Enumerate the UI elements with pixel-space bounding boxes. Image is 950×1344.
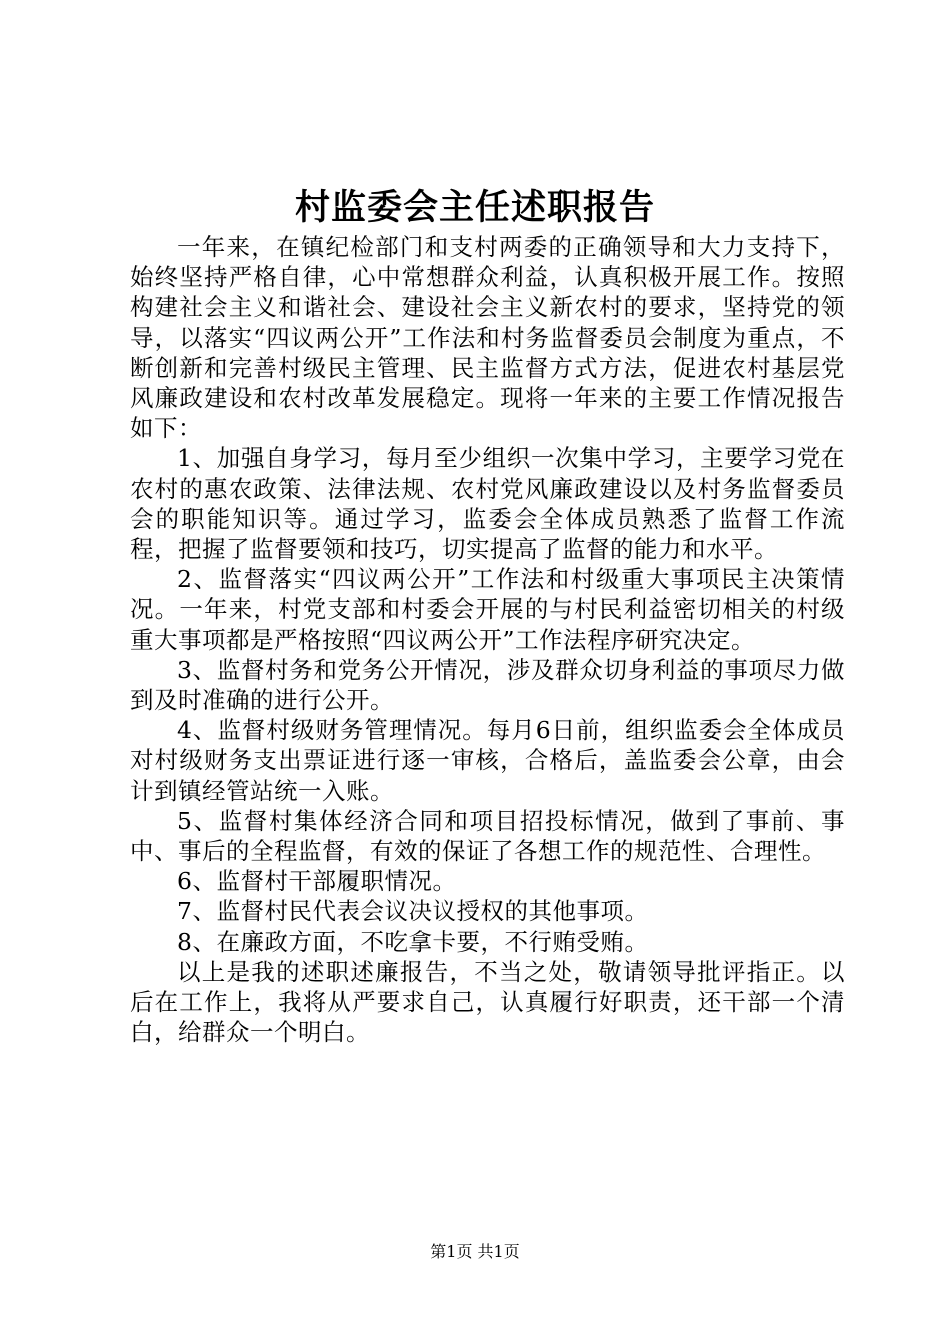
document-title: 村监委会主任述职报告	[294, 187, 655, 228]
paragraph-item-5: 5、监督村集体经济合同和项目招投标情况，做到了事前、事中、事后的全程监督，有效的保证了各想工作的规范性、合理性。	[130, 806, 845, 866]
document-body	[130, 232, 845, 1047]
paragraph-item-3: 3、监督村务和党务公开情况，涉及群众切身利益的事项尽力做到及时准确的进行公开。	[130, 655, 845, 715]
paragraph-item-8: 8、在廉政方面，不吃拿卡要，不行贿受贿。	[177, 927, 649, 956]
paragraph-intro: 一年来，在镇纪检部门和支村两委的正确领导和大力支持下，始终坚持严格自律，心中常想群众利益，认真积极开展工作。按照构建社会主义和谐社会、建设社会主义新农村的要求，坚持党的领导，以落实“四议两公开”工作法和村务监督委员会制度为重点，不断创新和完善村级民主管理、民主监督方式方法，促进农村基层党风廉政建设和农村改革发展稳定。现将一年来的主要工作情况报告如下：	[130, 233, 845, 443]
paragraph-item-6: 6、监督村干部履职情况。	[177, 867, 457, 896]
page-footer: 第1页 共1页	[430, 1242, 520, 1261]
paragraph-item-2: 2、监督落实“四议两公开”工作法和村级重大事项民主决策情况。一年来，村党支部和村委会开展的与村民利益密切相关的村级重大事项都是严格按照“四议两公开”工作法程序研究决定。	[130, 565, 845, 654]
paragraph-item-4: 4、监督村级财务管理情况。每月6日前，组织监委会全体成员对村级财务支出票证进行逐一审核，合格后，盖监委会公章，由会计到镇经管站统一入账。	[130, 716, 845, 805]
paragraph-item-1: 1、加强自身学习，每月至少组织一次集中学习，主要学习党在农村的惠农政策、法律法规、农村党风廉政建设以及村务监督委员会的职能知识等。通过学习，监委会全体成员熟悉了监督工作流程，把握了监督要领和技巧，切实提高了监督的能力和水平。	[130, 444, 845, 564]
paragraph-conclusion: 以上是我的述职述廉报告，不当之处，敬请领导批评指正。以后在工作上，我将从严要求自己，认真履行好职责，还干部一个清白，给群众一个明白。	[130, 957, 845, 1047]
paragraph-item-7: 7、监督村民代表会议决议授权的其他事项。	[177, 897, 649, 926]
